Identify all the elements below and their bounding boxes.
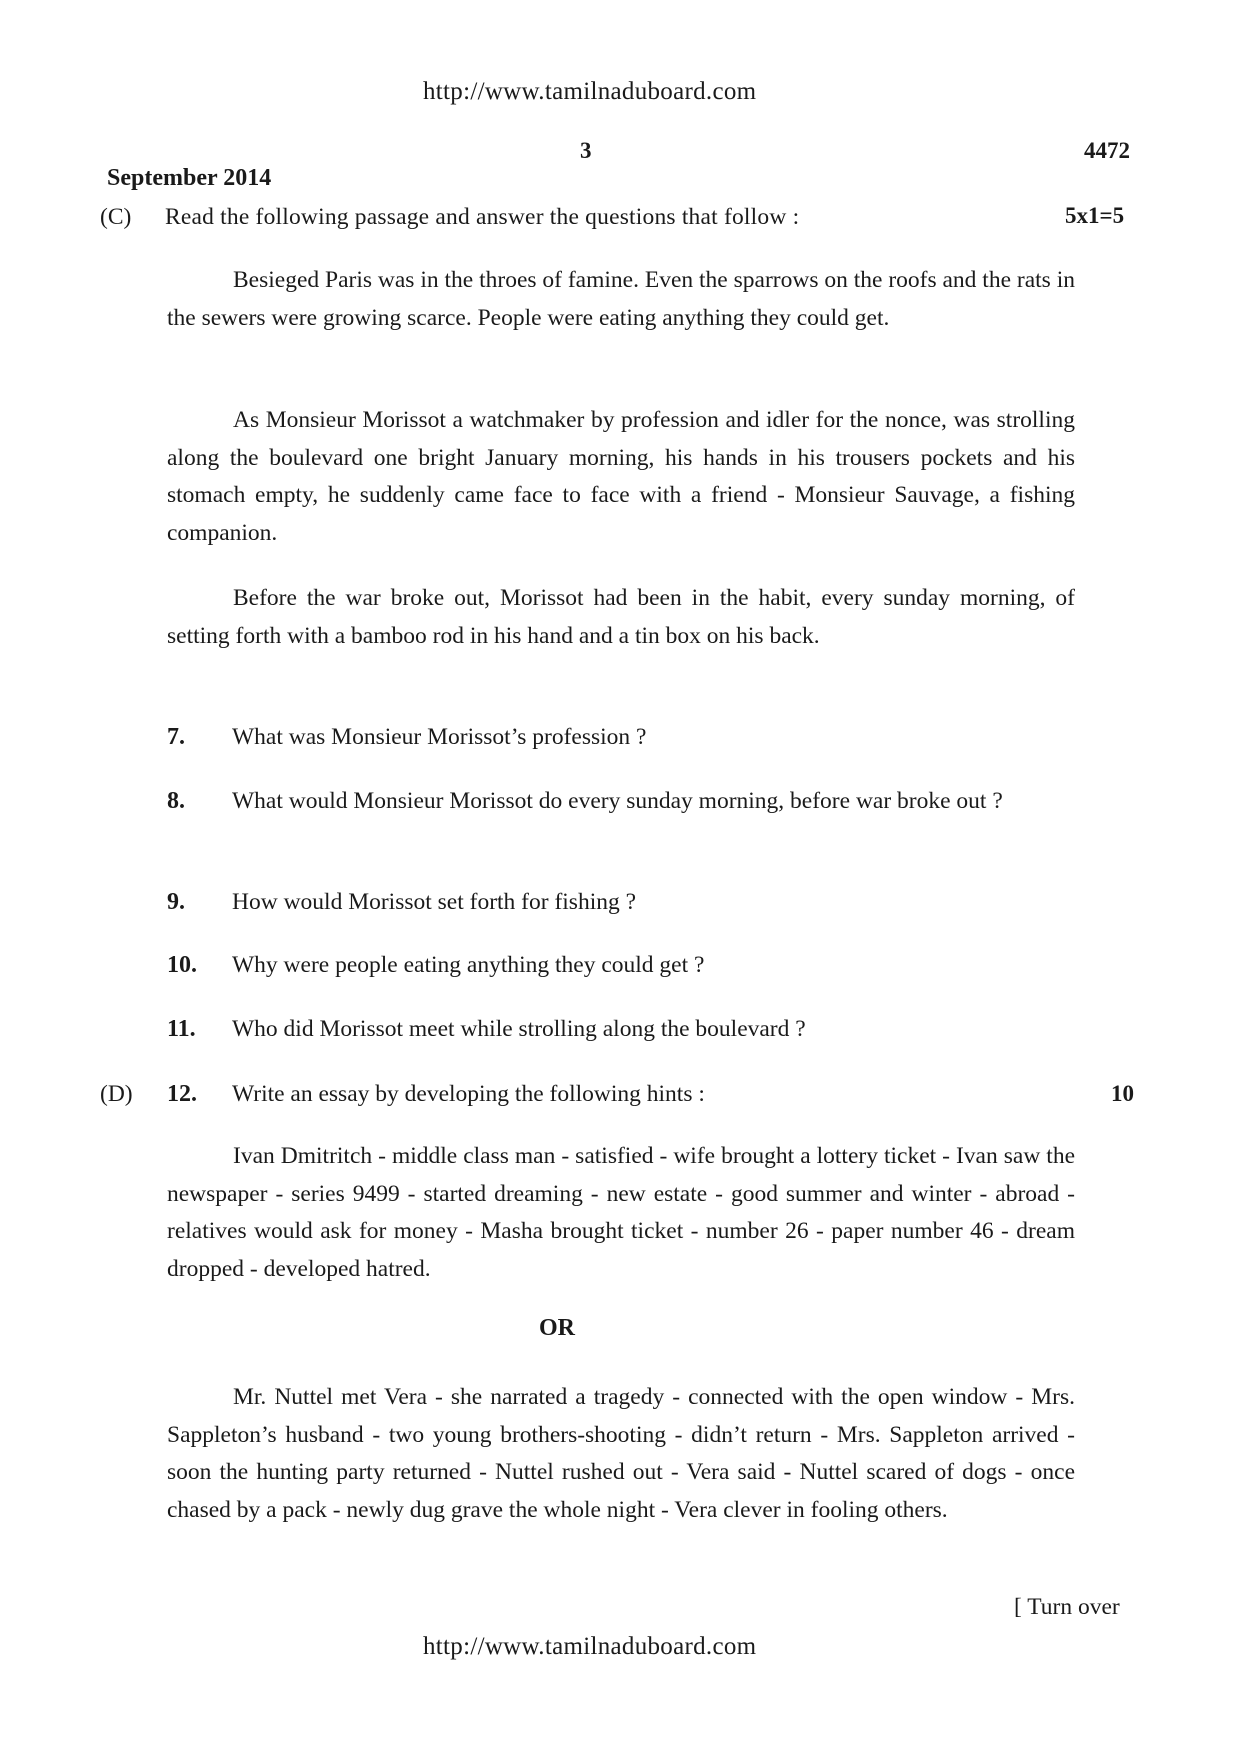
header-url: http://www.tamilnaduboard.com bbox=[423, 78, 757, 105]
question-number-9: 9. bbox=[167, 889, 185, 915]
question-number-12: 12. bbox=[167, 1081, 197, 1107]
question-number-10: 10. bbox=[167, 952, 197, 978]
essay-hints-2: Mr. Nuttel met Vera - she narrated a tragedy - connected with the open window - Mrs. Sappleton’s husband - two young brothers-shooting - didn’t return - Mrs. Sappleton arrived - soon the hunting party returned - Nuttel rushed out - Vera said - Nuttel scared of dogs - once chased by a pack - newly dug grave the whole night - Vera clever in fooling others. bbox=[167, 1384, 1075, 1523]
question-text-7: What was Monsieur Morissot’s profession ? bbox=[232, 724, 647, 750]
question-number-11: 11. bbox=[167, 1016, 196, 1042]
section-d-marks: 10 bbox=[1111, 1081, 1134, 1106]
section-d-label: (D) bbox=[100, 1081, 133, 1107]
question-text-10: Why were people eating anything they could get ? bbox=[232, 952, 705, 978]
question-text-11: Who did Morissot meet while strolling along the boulevard ? bbox=[232, 1016, 806, 1042]
section-c-label: (C) bbox=[100, 204, 132, 230]
page-number: 3 bbox=[580, 138, 592, 163]
passage-paragraph-3: Before the war broke out, Morissot had been in the habit, every sunday morning, of setting forth with a bamboo rod in his hand and a tin box on his back. bbox=[167, 585, 1075, 649]
passage-paragraph-1: Besieged Paris was in the throes of famine. Even the sparrows on the roofs and the rats in the sewers were growing scarce. People were eating anything they could get. bbox=[167, 267, 1075, 331]
question-number-7: 7. bbox=[167, 724, 185, 750]
passage-paragraph-2: As Monsieur Morissot a watchmaker by profession and idler for the nonce, was strolling along the boulevard one bright January morning, his hands in his trousers pockets and his stomach empty, he suddenly came face to face with a friend - Monsieur Sauvage, a fishing companion. bbox=[167, 407, 1075, 546]
turn-over-note: [ Turn over bbox=[1014, 1594, 1120, 1620]
section-c-instruction: Read the following passage and answer the questions that follow : bbox=[165, 204, 800, 230]
section-c-marks: 5x1=5 bbox=[1065, 203, 1125, 228]
section-d-instruction: Write an essay by developing the following hints : bbox=[232, 1081, 705, 1107]
exam-session: September 2014 bbox=[107, 165, 272, 191]
or-label: OR bbox=[539, 1315, 575, 1341]
question-text-8: What would Monsieur Morissot do every sunday morning, before war broke out ? bbox=[232, 788, 1003, 814]
question-number-8: 8. bbox=[167, 788, 185, 814]
question-text-9: How would Morissot set forth for fishing ? bbox=[232, 889, 637, 915]
essay-hints-1: Ivan Dmitritch - middle class man - satisfied - wife brought a lottery ticket - Ivan saw the newspaper - series 9499 - started dreaming - new estate - good summer and winter - abroad - relatives would ask for money - Masha brought ticket - number 26 - paper number 46 - dream dropped - developed hatred. bbox=[167, 1143, 1075, 1282]
paper-code: 4472 bbox=[1084, 138, 1130, 163]
footer-url: http://www.tamilnaduboard.com bbox=[423, 1633, 757, 1660]
